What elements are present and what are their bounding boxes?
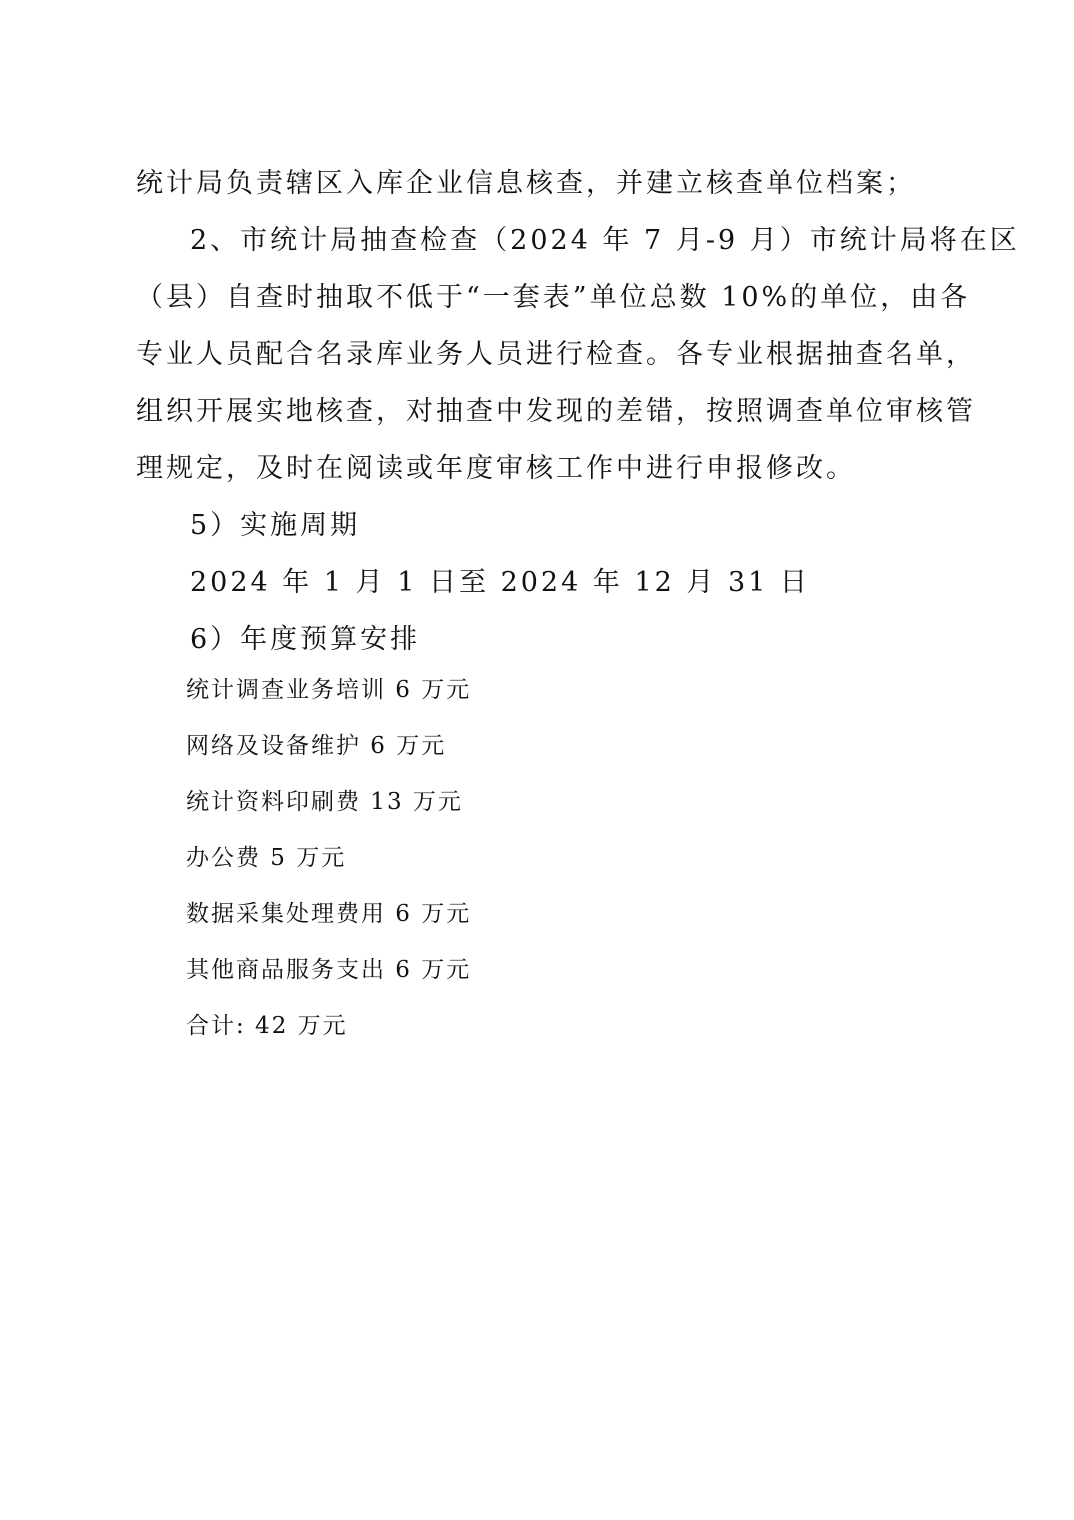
body-paragraph-line-3: （县）自查时抽取不低于“一套表”单位总数 10%的单位，由各 xyxy=(136,282,971,313)
body-paragraph-line-2: 2、市统计局抽查检查（2024 年 7 月-9 月）市统计局将在区 xyxy=(190,225,1020,256)
body-paragraph-line-5: 组织开展实地核查，对抽查中发现的差错，按照调查单位审核管 xyxy=(136,396,976,427)
implementation-period: 2024 年 1 月 1 日至 2024 年 12 月 31 日 xyxy=(190,567,810,598)
section-5-heading: 5）实施周期 xyxy=(190,510,361,541)
body-paragraph-line-1: 统计局负责辖区入库企业信息核查，并建立核查单位档案； xyxy=(136,168,916,199)
budget-item: 办公费 5 万元 xyxy=(186,845,347,871)
budget-item: 其他商品服务支出 6 万元 xyxy=(186,957,472,983)
budget-total: 合计: 42 万元 xyxy=(186,1013,348,1039)
budget-item: 统计调查业务培训 6 万元 xyxy=(186,677,472,703)
body-paragraph-line-4: 专业人员配合名录库业务人员进行检查。各专业根据抽查名单， xyxy=(136,339,976,370)
section-6-heading: 6）年度预算安排 xyxy=(190,624,421,655)
budget-item: 数据采集处理费用 6 万元 xyxy=(186,901,472,927)
body-paragraph-line-6: 理规定，及时在阅读或年度审核工作中进行申报修改。 xyxy=(136,453,856,484)
budget-item: 网络及设备维护 6 万元 xyxy=(186,733,447,759)
budget-item: 统计资料印刷费 13 万元 xyxy=(186,789,463,815)
